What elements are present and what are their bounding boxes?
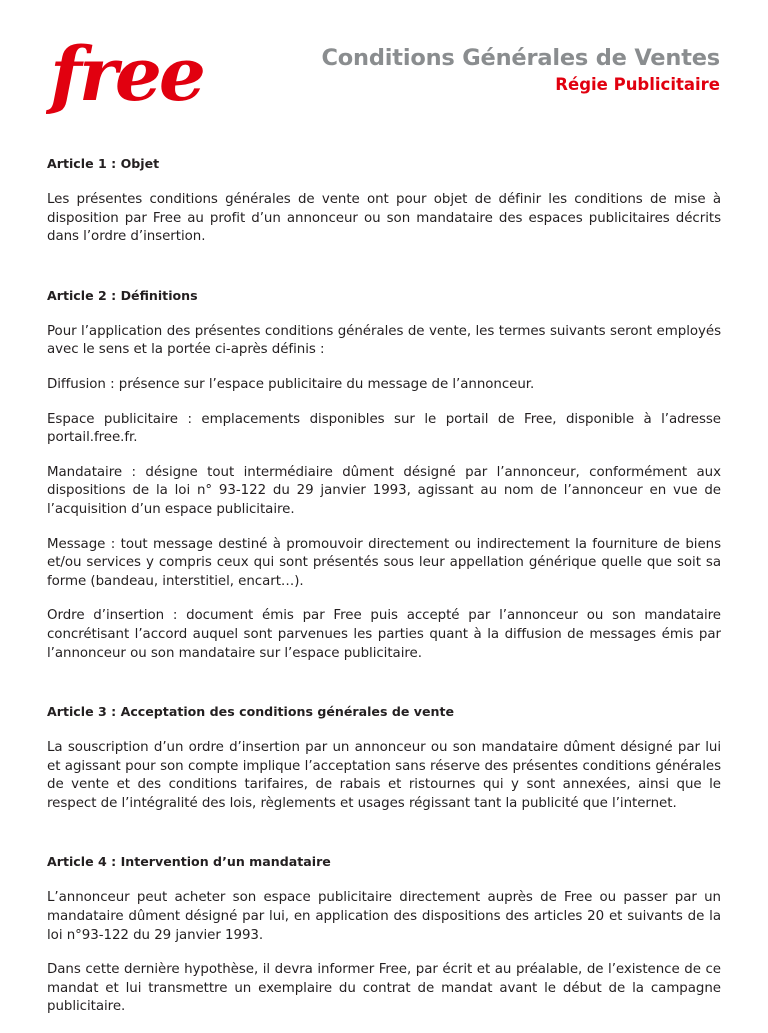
- article-4: [47, 853, 721, 1017]
- document-subtitle: Régie Publicitaire: [555, 75, 720, 94]
- article-title: Article 2 : Définitions: [47, 287, 198, 303]
- article-title: Article 1 : Objet: [47, 156, 160, 171]
- paragraph: Message : tout message destiné à promouvoir directement ou indirectement la fourniture de biens et/ou services y compris ceux qui sont présentés sous leur appellation générique quelle que soit sa forme (bandeau, interstitiel, encart…).: [47, 536, 721, 589]
- logo-text: free: [50, 38, 203, 116]
- paragraph: L’annonceur peut acheter son espace publicitaire directement auprès de Free ou passer par un mandataire dûment désigné par lui, en application des dispositions des articles 20 et suivants de la loi n°93-122 du 29 janvier 1993.: [47, 890, 721, 943]
- article-title: Article 3 : Acceptation des conditions générales de vente: [47, 704, 455, 720]
- paragraph: Ordre d’insertion : document émis par Free puis accepté par l’annonceur ou son mandataire concrétisant l’accord auquel sont parvenues les parties quant à la diffusion de messages émis par l’annonceur ou son mandataire sur l’espace publicitaire.: [47, 608, 721, 661]
- article-title: Article 4 : Intervention d’un mandataire: [47, 854, 331, 870]
- paragraph: Espace publicitaire : emplacements disponibles sur le portail de Free, disponible à l’adresse portail.free.fr.: [47, 411, 721, 446]
- paragraph: Les présentes conditions générales de vente ont pour objet de définir les conditions de mise à disposition par Free au profit d’un annonceur ou son mandataire des espaces publicitaires décrits dans l’ordre d’insertion.: [47, 192, 721, 245]
- article-3: [47, 703, 721, 813]
- document-header: [321, 44, 720, 96]
- free-logo: [46, 38, 264, 116]
- paragraph: Dans cette dernière hypothèse, il devra informer Free, par écrit et au préalable, de l’existence de ce mandat et lui transmettre un exemplaire du contrat de mandat avant le début de la campagne publicitaire.: [47, 962, 721, 1015]
- document-body: [47, 155, 721, 1033]
- document-title: Conditions Générales de Ventes: [321, 45, 720, 71]
- paragraph: La souscription d’un ordre d’insertion par un annonceur ou son mandataire dûment désigné par lui et agissant pour son compte implique l’acceptation sans réserve des présentes conditions générales de vente et des conditions tarifaires, de rabais et ristournes qui y sont annexées, ainsi que le respect de l’intégralité des lois, règlements et usages régissant tant la publicité que l’internet.: [47, 740, 721, 811]
- paragraph: Pour l’application des présentes conditions générales de vente, les termes suivants seront employés avec le sens et la portée ci-après définis :: [47, 323, 721, 358]
- paragraph: Mandataire : désigne tout intermédiaire dûment désigné par l’annonceur, conformément aux dispositions de la loi n° 93-122 du 29 janvier 1993, agissant au nom de l’annonceur en vue de l’acquisition d’un espace publicitaire.: [47, 464, 721, 517]
- paragraph: Diffusion : présence sur l’espace publicitaire du message de l’annonceur.: [47, 376, 535, 392]
- article-1: [47, 155, 721, 247]
- article-2: [47, 287, 721, 663]
